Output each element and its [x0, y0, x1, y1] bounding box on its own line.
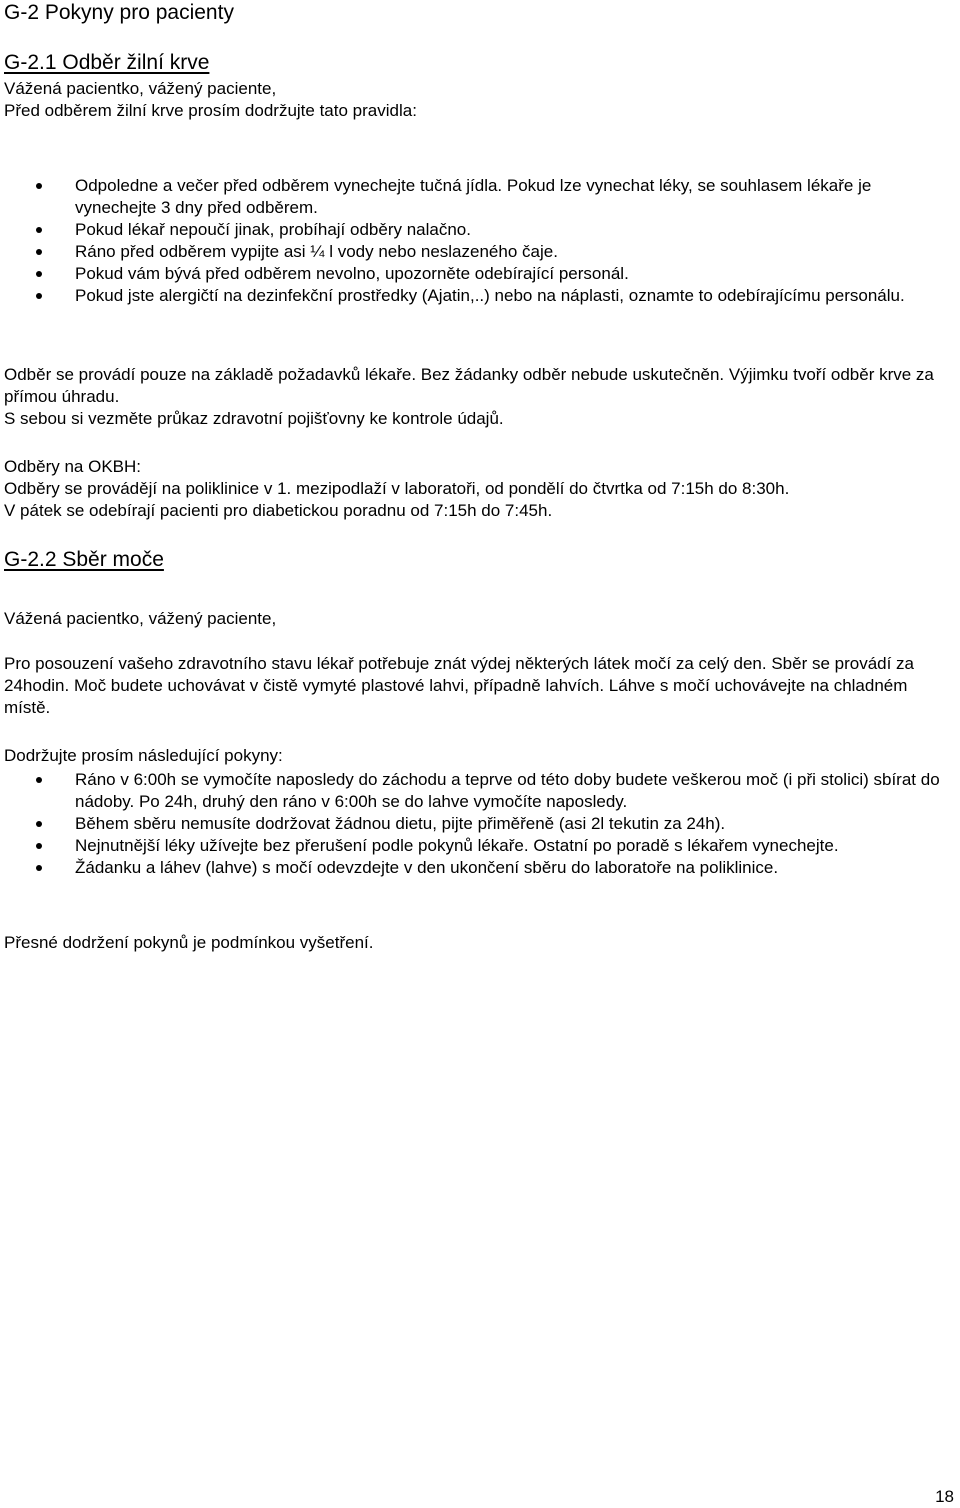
bullet-icon	[36, 293, 42, 299]
list-item: Pokud lékař nepoučí jinak, probíhají odběry nalačno.	[4, 219, 954, 241]
urine-rules-list	[4, 769, 954, 879]
okbh-heading: Odběry na OKBH:	[4, 457, 142, 476]
list-item: Nejnutnější léky užívejte bez přerušení podle pokynů lékaře. Ostatní po poradě s lékařem vynechejte.	[4, 835, 954, 857]
urine-intro-block	[4, 653, 954, 719]
bullet-icon	[36, 249, 42, 255]
bullet-icon	[36, 777, 42, 783]
urine-intro: Pro posouzení vašeho zdravotního stavu lékař potřebuje znát výdej některých látek močí za celý den. Sběr se provádí za 24hodin. Moč budete uchovávat v čistě vymyté plastové lahvi, případně lahvích. Láhve s močí uchovávejte na chladném místě.	[4, 654, 915, 717]
blood-greeting-block	[4, 78, 954, 122]
bullet-icon	[36, 227, 42, 233]
blood-note-insurance: S sebou si vezměte průkaz zdravotní pojišťovny ke kontrole údajů.	[4, 409, 504, 428]
section-title: G-2 Pokyny pro pacienty	[4, 1, 234, 24]
urine-section-title: G-2.2 Sběr moče	[4, 548, 164, 571]
urine-greeting-block	[4, 608, 954, 630]
urine-closing-block	[4, 932, 954, 954]
list-item: Během sběru nemusíte dodržovat žádnou dietu, pijte přiměřeně (asi 2l tekutin za 24h).	[4, 813, 954, 835]
bullet-icon	[36, 271, 42, 277]
list-item: Ráno před odběrem vypijte asi ¼ l vody nebo neslazeného čaje.	[4, 241, 954, 263]
bullet-icon	[36, 865, 42, 871]
list-item: Pokud vám bývá před odběrem nevolno, upozorněte odebírající personál.	[4, 263, 954, 285]
blood-greeting: Vážená pacientko, vážený paciente,	[4, 79, 277, 98]
blood-intro: Před odběrem žilní krve prosím dodržujte tato pravidla:	[4, 101, 417, 120]
okbh-block	[4, 456, 954, 522]
okbh-schedule: Odběry se provádějí na poliklinice v 1. mezipodlaží v laboratoři, od pondělí do čtvrtka od 7:15h do 8:30h.	[4, 479, 790, 498]
blood-note-requirement: Odběr se provádí pouze na základě požadavků lékaře. Bez žádanky odběr nebude uskutečněn. Výjimku tvoří odběr krve za přímou úhradu.	[4, 365, 934, 406]
blood-section-title: G-2.1 Odběr žilní krve	[4, 51, 210, 74]
urine-greeting: Vážená pacientko, vážený paciente,	[4, 609, 277, 628]
bullet-icon	[36, 843, 42, 849]
bullet-icon	[36, 183, 42, 189]
blood-notes	[4, 364, 954, 430]
blood-rules-list	[4, 175, 954, 307]
page-number: 18	[935, 1487, 954, 1506]
list-item: Žádanku a láhev (lahve) s močí odevzdejte v den ukončení sběru do laboratoře na poliklinice.	[4, 857, 954, 879]
bullet-icon	[36, 821, 42, 827]
list-item: Ráno v 6:00h se vymočíte naposledy do záchodu a teprve od této doby budete veškerou moč (i při stolici) sbírat do nádoby. Po 24h, druhý den ráno v 6:00h se do lahve vymočíte naposledy.	[4, 769, 954, 813]
okbh-friday-schedule: V pátek se odebírají pacienti pro diabetickou poradnu od 7:15h do 7:45h.	[4, 501, 553, 520]
list-item: Odpoledne a večer před odběrem vynechejte tučná jídla. Pokud lze vynechat léky, se souhlasem lékaře je vynechejte 3 dny před odběrem.	[4, 175, 954, 219]
list-item: Pokud jste alergičtí na dezinfekční prostředky (Ajatin,..) nebo na náplasti, oznamte to odebírajícímu personálu.	[4, 285, 954, 307]
urine-closing: Přesné dodržení pokynů je podmínkou vyšetření.	[4, 933, 374, 952]
urine-instructions-heading: Dodržujte prosím následující pokyny:	[4, 746, 283, 765]
urine-instructions-heading-block	[4, 745, 954, 767]
